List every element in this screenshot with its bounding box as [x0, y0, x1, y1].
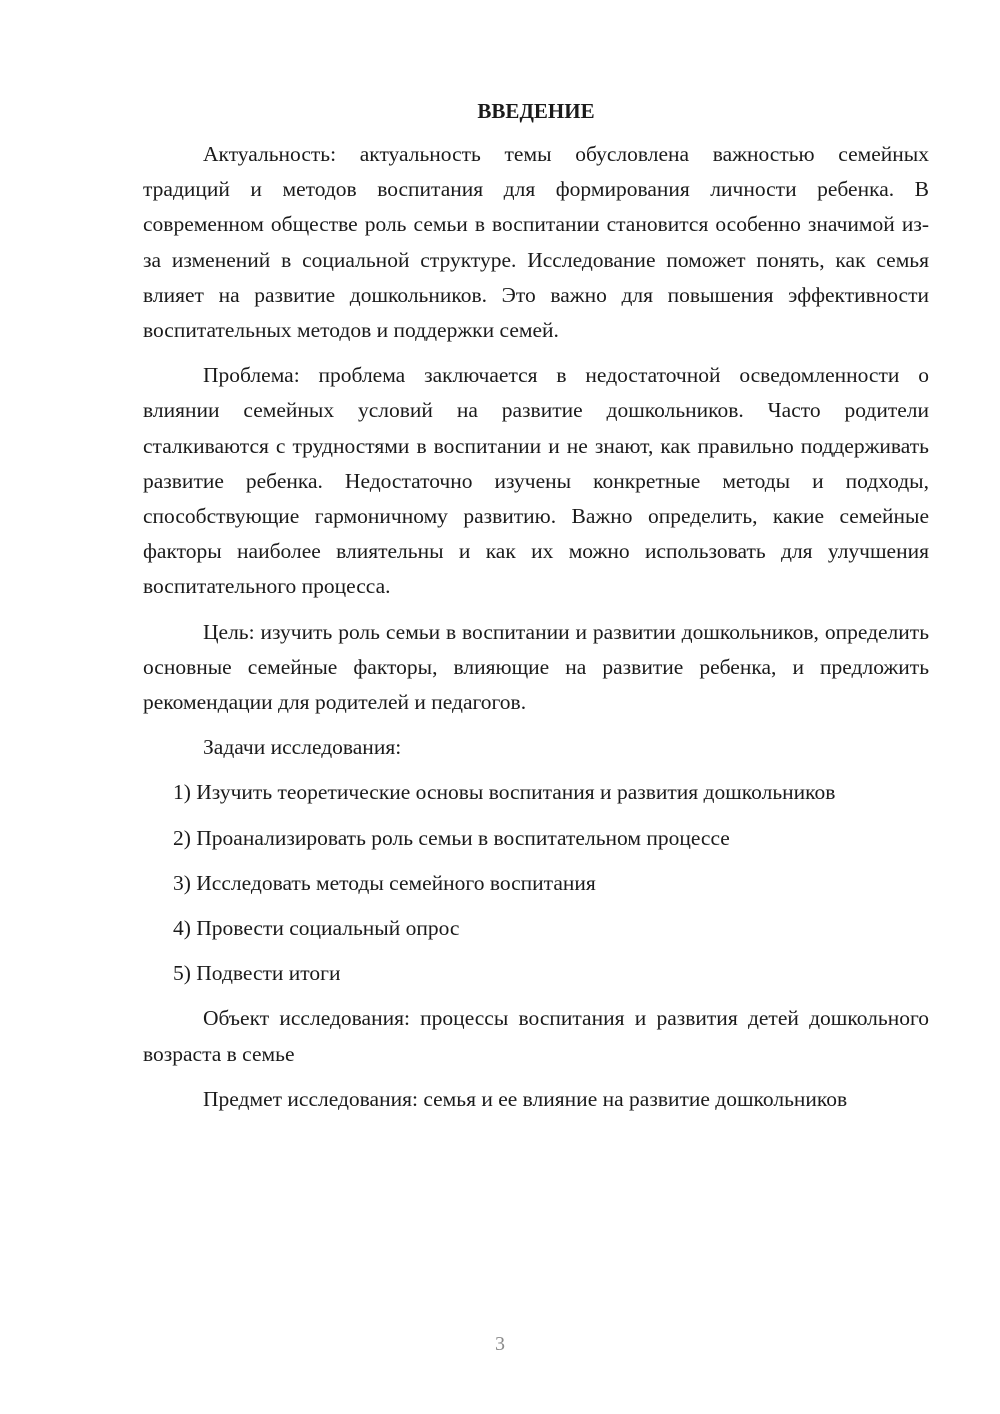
task-item-5: 5) Подвести итоги — [173, 961, 341, 986]
task-item-4: 4) Провести социальный опрос — [173, 916, 460, 941]
paragraph-relevance: Актуальность: актуальность темы обусловлена важностью семейных традиций и методов воспитания для формирования личности ребенка. В современном обществе роль семьи в воспитании становится особенно значимой из-за изменений в социальной структуре. Исследование поможет понять, как семья влияет на развитие дошкольников. Это важно для повышения эффективности воспитательных методов и поддержки семей. — [143, 142, 929, 343]
paragraph-object: Объект исследования: процессы воспитания и развития детей дошкольного возраста в семье — [143, 1006, 929, 1066]
document-page — [143, 95, 929, 1127]
task-item-1: 1) Изучить теоретические основы воспитания и развития дошкольников — [173, 780, 836, 805]
paragraph-goal: Цель: изучить роль семьи в воспитании и развитии дошкольников, определить основные семейные факторы, влияющие на развитие ребенка, и предложить рекомендации для родителей и педагогов. — [143, 619, 929, 715]
section-heading: ВВЕДЕНИЕ — [477, 99, 595, 123]
paragraph-subject: Предмет исследования: семья и ее влияние на развитие дошкольников — [203, 1086, 848, 1111]
tasks-title: Задачи исследования: — [203, 735, 402, 760]
task-item-2: 2) Проанализировать роль семьи в воспитательном процессе — [173, 825, 730, 850]
page-number: 3 — [495, 1333, 505, 1355]
task-item-3: 3) Исследовать методы семейного воспитания — [173, 870, 596, 895]
paragraph-problem: Проблема: проблема заключается в недостаточной осведомленности о влиянии семейных условий на развитие дошкольников. Часто родители сталкиваются с трудностями в воспитании и не знают, как правильно поддерживать развитие ребенка. Недостаточно изучены конкретные методы и подходы, способствующие гармоничному развитию. Важно определить, какие семейные факторы наиболее влиятельны и как их можно использовать для улучшения воспитательного процесса. — [143, 363, 929, 599]
